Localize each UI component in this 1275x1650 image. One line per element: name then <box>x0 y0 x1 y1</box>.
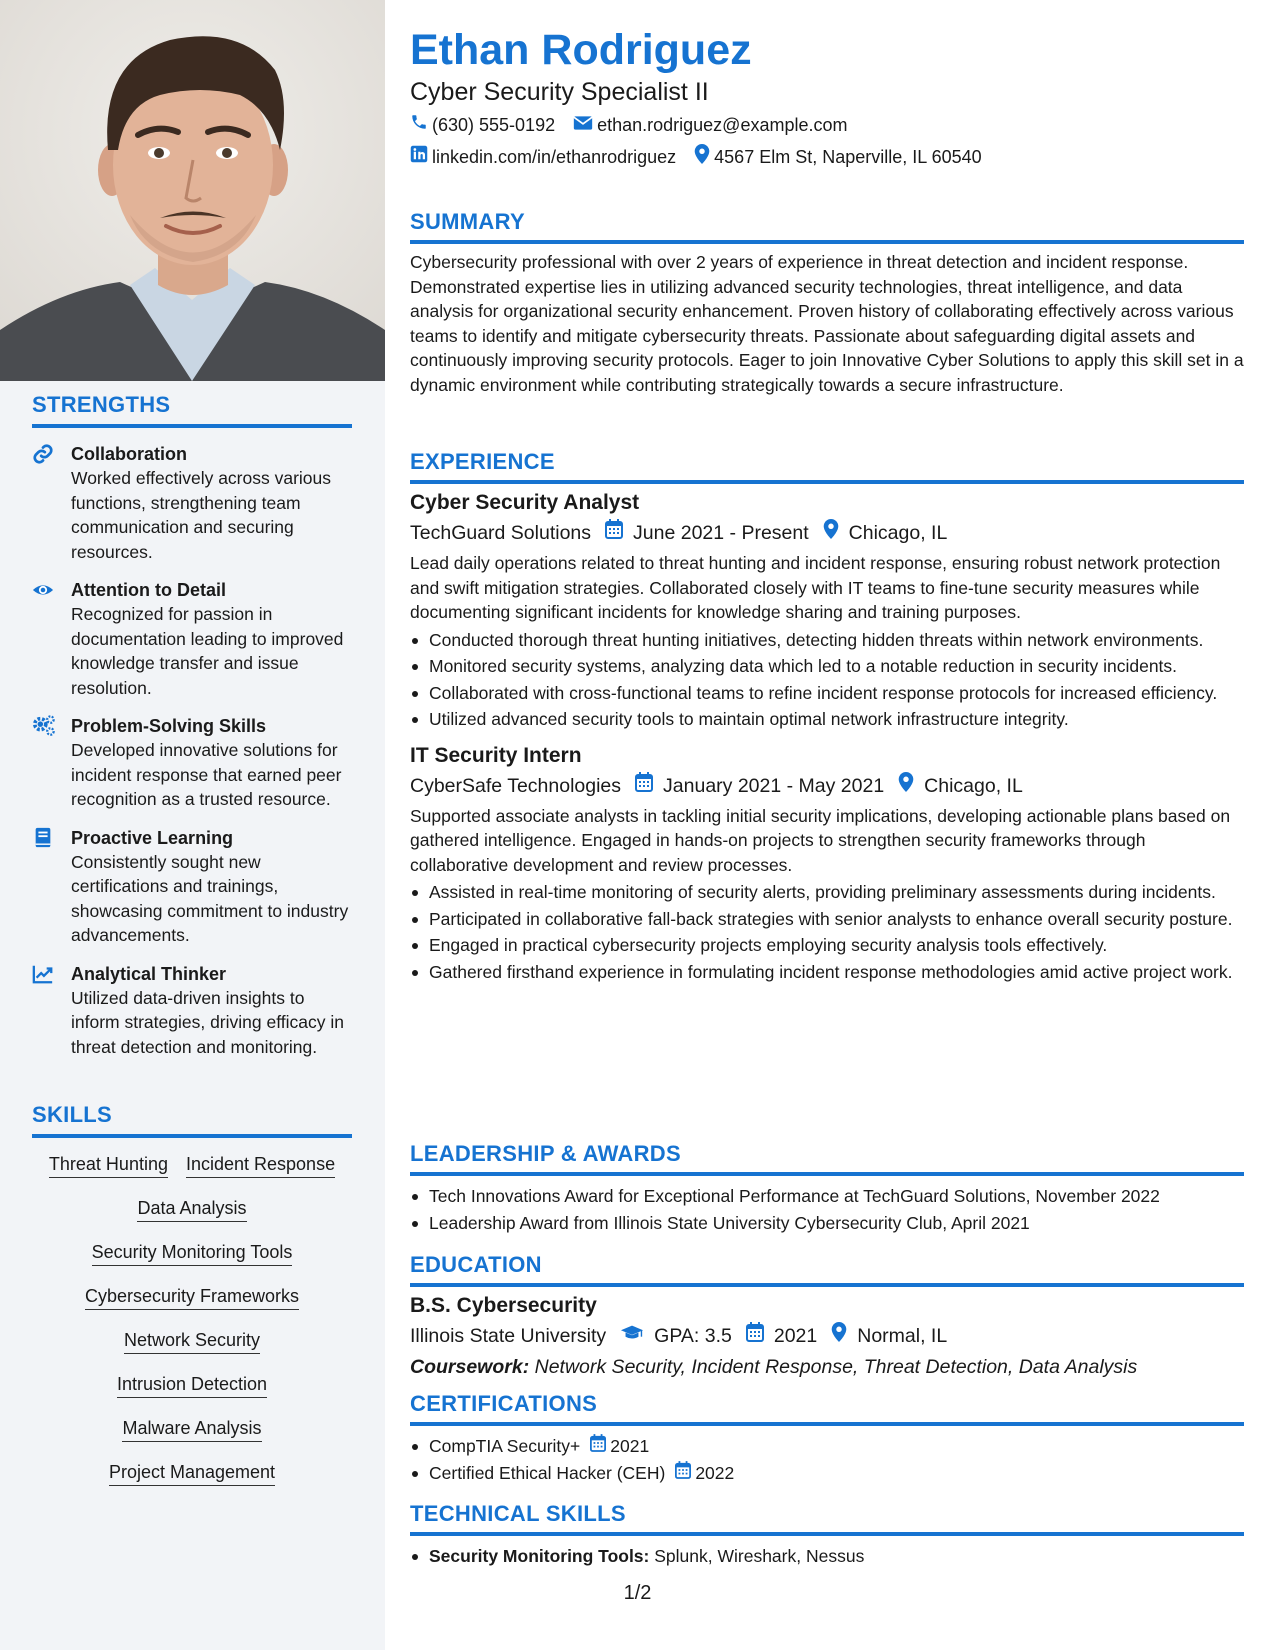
email-contact[interactable] <box>573 113 847 137</box>
strength-title: Attention to Detail <box>71 580 226 600</box>
skill-tag: Data Analysis <box>137 1196 246 1222</box>
calendar-icon <box>605 519 633 547</box>
coursework-label: Coursework: <box>410 1356 530 1378</box>
strength-desc: Consistently sought new certifications and trainings, showcasing commitment to industry advancements. <box>71 851 349 945</box>
candidate-title: Cyber Security Specialist II <box>410 78 709 106</box>
cert-date <box>675 1461 734 1486</box>
skills-section <box>32 1102 352 1486</box>
skill-tag: Intrusion Detection <box>117 1372 267 1398</box>
awards-heading: LEADERSHIP & AWARDS <box>410 1141 1244 1176</box>
list-item <box>410 1461 1244 1486</box>
experience-section <box>410 449 1244 986</box>
job-description: Lead daily operations related to threat hunting and incident response, ensuring robust network protection and swift mitigation strategies. Collaborated closely with IT teams to fine-tune security measures while documenting significant incidents for knowledge sharing and training purposes. <box>410 553 1221 622</box>
technical-skills-list <box>410 1544 1244 1569</box>
graduation-year <box>746 1322 817 1350</box>
address-text: 4567 Elm St, Naperville, IL 60540 <box>714 147 982 167</box>
phone-text: (630) 555-0192 <box>432 115 556 135</box>
school-name <box>410 1322 606 1350</box>
strength-item <box>32 962 352 1060</box>
strength-item <box>32 826 352 948</box>
strength-desc: Developed innovative solutions for incident response that earned peer recognition as a trusted resource. <box>71 740 342 809</box>
skill-tag: Threat Hunting <box>49 1152 168 1178</box>
cert-date <box>590 1434 649 1459</box>
school-location <box>831 1322 947 1350</box>
education-section <box>410 1252 1244 1381</box>
gpa <box>620 1322 732 1350</box>
calendar-icon <box>635 772 663 800</box>
strength-desc: Worked effectively across various functions, strengthening team communication and securing resources. <box>71 468 332 562</box>
skill-tag: Malware Analysis <box>122 1416 261 1442</box>
gears-icon <box>32 715 56 739</box>
skill-tag: Security Monitoring Tools <box>92 1240 293 1266</box>
technical-skills-section <box>410 1501 1244 1571</box>
job-company <box>410 519 591 547</box>
envelope-icon <box>573 113 597 137</box>
eye-icon <box>32 579 56 603</box>
job-bullets <box>410 880 1244 984</box>
coursework-text: Network Security, Incident Response, Threat Detection, Data Analysis <box>534 1356 1138 1378</box>
book-icon <box>32 827 56 851</box>
certifications-list <box>410 1434 1244 1485</box>
strength-title: Analytical Thinker <box>71 963 227 984</box>
experience-heading: EXPERIENCE <box>410 449 1244 484</box>
strength-desc: Recognized for passion in documentation leading to improved knowledge transfer and issue resolution. <box>71 604 344 698</box>
location-text: Chicago, IL <box>924 774 1023 797</box>
cert-name: CompTIA Security+ <box>429 1436 581 1456</box>
skills-list <box>32 1152 352 1486</box>
list-item <box>410 1544 1244 1569</box>
skill-tag: Incident Response <box>186 1152 335 1178</box>
job-dates <box>635 772 884 800</box>
company-name: TechGuard Solutions <box>410 522 592 544</box>
job-entry <box>410 742 1244 985</box>
list-item: Tech Innovations Award for Exceptional Performance at TechGuard Solutions, November 2022 <box>410 1184 1244 1209</box>
strength-item <box>32 578 352 700</box>
map-pin-icon <box>831 1322 857 1350</box>
job-entry <box>410 489 1244 732</box>
chart-line-icon <box>32 963 56 987</box>
phone-icon <box>410 113 432 137</box>
summary-text: Cybersecurity professional with over 2 years of experience in threat detection and incident response. Demonstrated expertise lies in utilizing advanced security technologies, threat intelligence, and data analysis for organizational security enhancement. Proven history of collaborating effectively across various teams to identify and mitigate cybersecurity threats. Passionate about safeguarding digital assets and continuously improving security protocols. Eager to join Innovative Cyber Solutions to apply this skill set in a dynamic environment while contributing strategically towards a secure infrastructure. <box>410 252 1244 395</box>
job-location <box>823 519 948 547</box>
strength-item <box>32 714 352 812</box>
list-item: Conducted thorough threat hunting initiatives, detecting hidden threats within network environments. <box>410 628 1244 653</box>
skill-tag: Project Management <box>109 1460 275 1486</box>
email-text: ethan.rodriguez@example.com <box>597 115 848 135</box>
list-item: Monitored security systems, analyzing data which led to a notable reduction in security incidents. <box>410 654 1244 679</box>
summary-heading: SUMMARY <box>410 209 1244 244</box>
contact-row <box>410 113 866 137</box>
list-item: Participated in collaborative fall-back strategies with senior analysts to enhance overall security posture. <box>410 907 1244 932</box>
linkedin-icon <box>410 145 432 169</box>
summary-section <box>410 209 1244 397</box>
contact-row-2 <box>410 144 1000 170</box>
job-meta <box>410 519 1244 547</box>
dates-text: January 2021 - May 2021 <box>663 774 885 797</box>
sidebar <box>0 0 385 1650</box>
school-text: Illinois State University <box>410 1325 607 1347</box>
profile-photo <box>0 0 385 381</box>
link-icon <box>32 443 56 467</box>
year-text: 2021 <box>773 1325 818 1347</box>
skill-tag: Network Security <box>124 1328 260 1354</box>
skill-tag: Cybersecurity Frameworks <box>85 1284 299 1310</box>
job-company <box>410 772 621 800</box>
strength-title: Problem-Solving Skills <box>71 716 267 736</box>
list-item <box>410 1434 1244 1459</box>
list-item: Utilized advanced security tools to maintain optimal network infrastructure integrity. <box>410 707 1244 732</box>
cert-name: Certified Ethical Hacker (CEH) <box>429 1462 666 1483</box>
certifications-heading: CERTIFICATIONS <box>410 1391 1244 1426</box>
graduation-cap-icon <box>620 1322 654 1350</box>
linkedin-text: linkedin.com/in/ethanrodriguez <box>432 147 677 167</box>
calendar-icon <box>675 1461 695 1486</box>
cert-year: 2022 <box>695 1462 735 1483</box>
company-name: CyberSafe Technologies <box>410 774 622 797</box>
technical-skills-heading: TECHNICAL SKILLS <box>410 1501 1244 1536</box>
cert-year: 2021 <box>610 1436 650 1456</box>
degree-title: B.S. Cybersecurity <box>410 1294 597 1317</box>
page-indicator: 1/2 <box>623 1582 652 1604</box>
strength-desc: Utilized data-driven insights to inform strategies, driving efficacy in threat detection and monitoring. <box>71 987 344 1057</box>
strength-title: Collaboration <box>71 444 187 464</box>
strength-item <box>32 442 352 564</box>
location-text: Chicago, IL <box>848 522 948 544</box>
job-title: Cyber Security Analyst <box>410 491 640 514</box>
calendar-icon <box>590 1434 610 1459</box>
awards-list <box>410 1184 1244 1235</box>
tech-skill-label: Security Monitoring Tools: <box>429 1546 650 1566</box>
map-pin-icon <box>694 144 714 170</box>
list-item: Collaborated with cross-functional teams to refine incident response protocols for increased efficiency. <box>410 681 1244 706</box>
skills-heading: SKILLS <box>32 1102 352 1138</box>
certifications-section <box>410 1391 1244 1487</box>
map-pin-icon <box>898 772 924 800</box>
list-item: Engaged in practical cybersecurity projects employing security analysis tools effectively. <box>410 933 1244 958</box>
location-text: Normal, IL <box>857 1325 948 1347</box>
address-contact <box>694 144 982 170</box>
job-meta <box>410 772 1244 800</box>
strengths-heading: STRENGTHS <box>32 392 352 428</box>
list-item: Gathered firsthand experience in formulating incident response methodologies amid active project work. <box>410 960 1244 985</box>
calendar-icon <box>746 1322 774 1350</box>
map-pin-icon <box>823 519 849 547</box>
education-heading: EDUCATION <box>410 1252 1244 1287</box>
job-description: Supported associate analysts in tackling initial security implications, developing actionable plans based on gathered intelligence. Engaged in hands-on projects to strengthen security frameworks through collaborative development and review processes. <box>410 805 1231 875</box>
education-meta <box>410 1322 1244 1350</box>
linkedin-contact[interactable] <box>410 145 676 169</box>
job-bullets <box>410 628 1244 732</box>
awards-section <box>410 1141 1244 1237</box>
candidate-name: Ethan Rodriguez <box>410 26 752 74</box>
strengths-section <box>32 392 352 1059</box>
strength-title: Proactive Learning <box>71 827 234 848</box>
list-item: Assisted in real-time monitoring of security alerts, providing preliminary assessments during incidents. <box>410 880 1244 905</box>
coursework <box>410 1353 1244 1381</box>
job-title: IT Security Intern <box>410 743 582 767</box>
list-item: Leadership Award from Illinois State University Cybersecurity Club, April 2021 <box>410 1211 1244 1236</box>
gpa-text: GPA: 3.5 <box>654 1325 732 1347</box>
phone-contact[interactable] <box>410 113 555 137</box>
dates-text: June 2021 - Present <box>633 522 809 544</box>
tech-skill-value: Splunk, Wireshark, Nessus <box>654 1546 865 1566</box>
job-dates <box>605 519 809 547</box>
job-location <box>898 772 1023 800</box>
